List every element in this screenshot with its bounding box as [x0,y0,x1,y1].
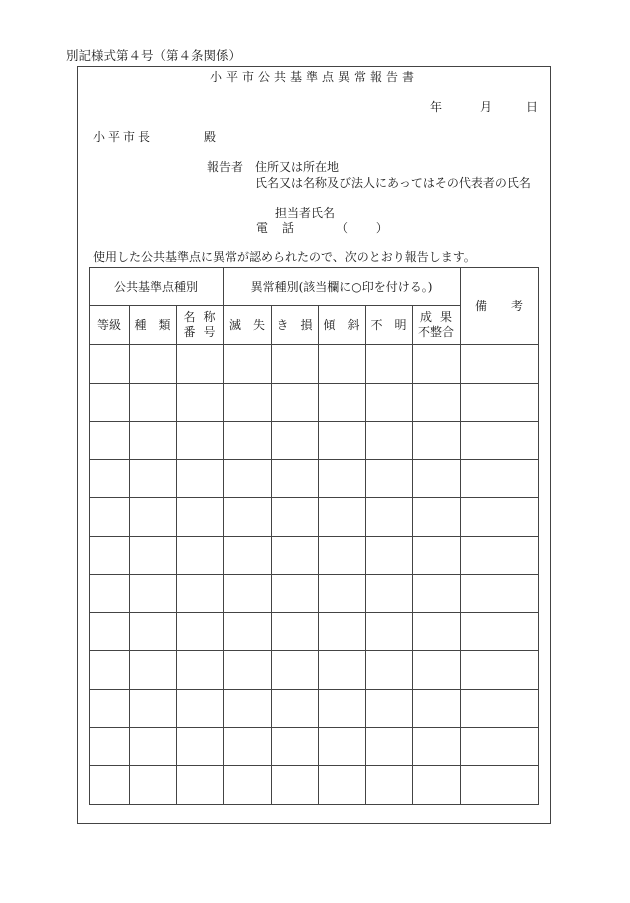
date-day-label: 日 [526,100,539,114]
reporter-label: 報告者 [207,160,244,174]
remarks-header-text: 備考 [474,299,547,313]
remarks-header [460,267,547,344]
honorific: 殿 [204,130,217,144]
kind-header [129,305,183,344]
result-header-line1: 成果 [419,309,460,324]
result-header-line2: 不整合 [417,324,454,339]
phone-label: 電話 [256,221,309,235]
tilt-header-text: 傾斜 [323,318,372,332]
name-header-line1: 名称 [183,309,224,324]
date-month-label: 月 [480,100,493,114]
form-number-label: 別記様式第４号（第４条関係） [66,48,242,63]
intro-statement: 使用した公共基準点に異常が認められたので、次のとおり報告します。 [93,250,476,264]
name-number-header [176,305,223,344]
result-mismatch-header [412,305,460,344]
addressee: 小平市長 [93,130,154,144]
date-year-label: 年 [430,100,443,114]
loss-header-text: 滅失 [228,318,277,332]
tilt-header [318,305,372,344]
name-header-line2: 番号 [183,324,224,339]
page-title: 小平市公共基準点異常報告書 [209,70,418,84]
kind-header-text: 種類 [134,318,183,332]
anomaly-type-group-header: 異常種別(該当欄に○印を付ける。) [250,279,433,294]
report-table [89,267,547,805]
damage-header-text: き損 [276,318,325,332]
grade-header: 等級 [96,318,121,332]
loss-header [223,305,277,344]
damage-header [271,305,325,344]
address-label: 住所又は所在地 [255,160,340,174]
contact-person-label: 担当者氏名 [275,206,336,220]
phone-parentheses: （ ） [336,221,388,235]
name-label: 氏名又は名称及び法人にあってはその代表者の氏名 [255,176,531,190]
unknown-header-text: 不明 [370,318,419,332]
unknown-header [365,305,419,344]
point-type-group-header: 公共基準点種別 [113,279,198,294]
